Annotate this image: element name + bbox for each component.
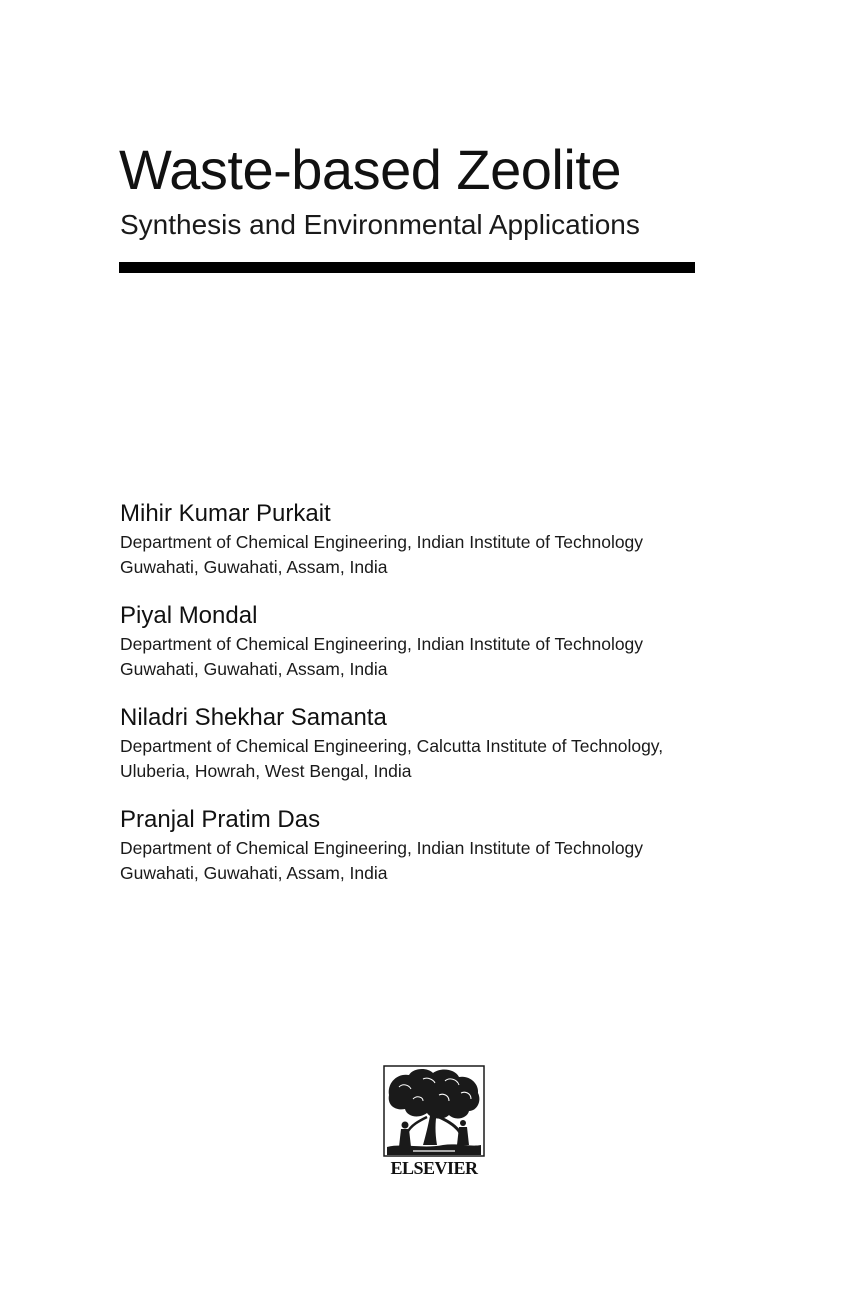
elsevier-tree-logo-icon (383, 1065, 485, 1157)
author-affiliation-line: Guwahati, Guwahati, Assam, India (120, 863, 388, 883)
author-affiliation-line: Guwahati, Guwahati, Assam, India (120, 557, 388, 577)
book-subtitle: Synthesis and Environmental Applications (120, 209, 640, 240)
author-affiliation-line: Department of Chemical Engineering, Calcutta Institute of Technology, (120, 736, 664, 756)
title-rule-divider (119, 262, 695, 273)
author-name: Mihir Kumar Purkait (120, 500, 331, 527)
author-name: Pranjal Pratim Das (120, 806, 321, 833)
author-name: Niladri Shekhar Samanta (120, 704, 387, 731)
author-block (120, 804, 820, 886)
author-list (120, 498, 820, 906)
author-block (120, 702, 820, 784)
publisher-name: ELSEVIER (390, 1158, 478, 1178)
publisher-logo (383, 1065, 485, 1181)
book-title: Waste-based Zeolite (119, 138, 621, 201)
author-affiliation-line: Department of Chemical Engineering, Indian Institute of Technology (120, 838, 644, 858)
author-block (120, 498, 820, 580)
author-block (120, 600, 820, 682)
author-affiliation-line: Guwahati, Guwahati, Assam, India (120, 659, 388, 679)
author-affiliation-line: Department of Chemical Engineering, Indian Institute of Technology (120, 532, 644, 552)
author-affiliation-line: Department of Chemical Engineering, Indian Institute of Technology (120, 634, 644, 654)
author-affiliation-line: Uluberia, Howrah, West Bengal, India (120, 761, 412, 781)
author-name: Piyal Mondal (120, 602, 258, 629)
